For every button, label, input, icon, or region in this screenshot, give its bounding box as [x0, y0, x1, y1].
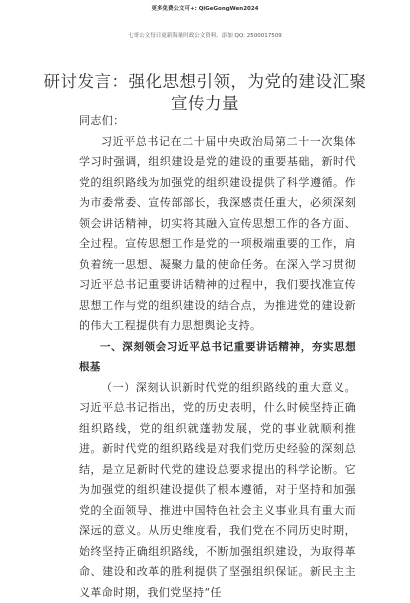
body-paragraph: （一）深刻认识新时代党的组织路线的重大意义。习近平总书记指出，党的历史表明，什么时候坚持正确组织路线，党的组织就蓬勃发展，党的事业就顺利推进。新时代党的组织路线是对我们党历史经验的深刻总结，是立足新时代党的建设总要求提出的科学论断。它为加强党的组织建设提供了根本遵循，对于坚持和加强党的全面领导、推进中国特色社会主义事业具有重大而深远的意义。从历史维度看，我们党在不同历史时期，始终坚持正确组织路线，不断加强组织建设，为取得革命、建设和改革的胜利提供了坚强组织保证。新民主主义革命时期，我们党坚持“任	[79, 378, 356, 603]
document-body	[79, 111, 356, 603]
salutation: 同志们：	[79, 111, 356, 132]
watermark-subheader: 七哥公文每日更新海量时政公文资料，添加 QQ: 2500017509	[0, 31, 410, 39]
body-paragraph: 习近平总书记在二十届中央政治局第二十一次集体学习时强调，组织建设是党的建设的重要基础，新时代党的组织路线为加强党的组织建设提供了科学遵循。作为市委常委、宣传部部长，我深感责任重大，必须深刻领会讲话精神，切实将其融入宣传思想工作的各方面、全过程。宣传思想工作是党的一项极端重要的工作，肩负着统一思想、凝聚力量的使命任务。在深入学习贯彻习近平总书记重要讲话精神的过程中，我们要找准宣传思想工作与党的组织建设的结合点，为推进党的建设新的伟大工程提供有力思想舆论支持。	[79, 132, 356, 337]
document-title: 研讨发言：强化思想引领，为党的建设汇聚宣传力量	[40, 71, 370, 115]
section-heading: 一、深刻领会习近平总书记重要讲话精神，夯实思想根基	[79, 337, 356, 378]
watermark-header: 更多免费公文可+: QiGeGongWen2024	[0, 4, 410, 12]
